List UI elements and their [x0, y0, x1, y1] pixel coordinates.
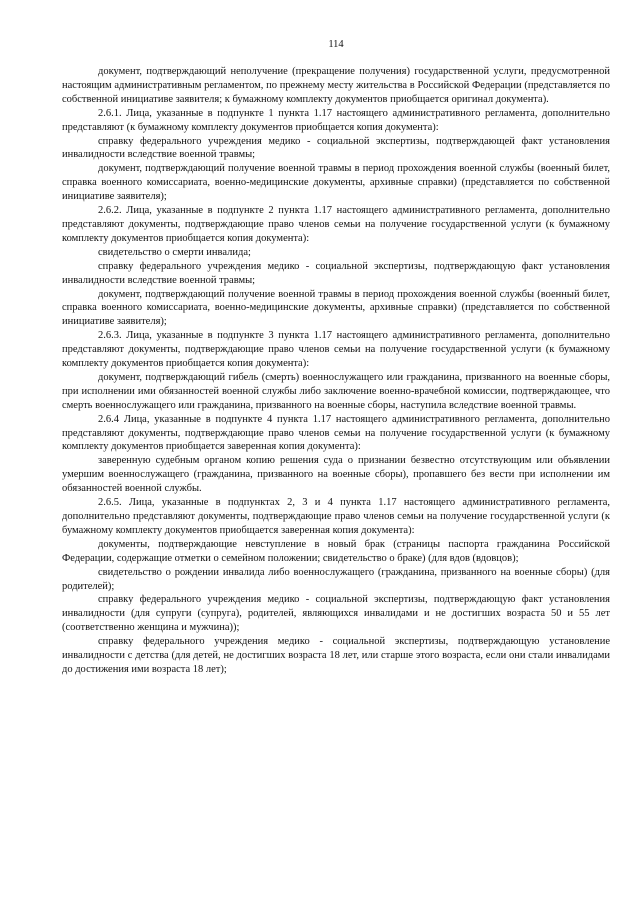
- paragraph: заверенную судебным органом копию решения суда о признании безвестно отсутствующим или объявлении умершим военнослужащего (гражданина, призванного на военные сборы), пропавшего без вести при исполнении им обязанностей военной службы.: [62, 455, 610, 495]
- paragraph: справку федерального учреждения медико - социальной экспертизы, подтверждающую установление инвалидности с детства (для детей, не достигших возраста 18 лет, или старше этого возраста, если они стали инвалидами до достижения ими возраста 18 лет);: [62, 636, 610, 675]
- paragraph: 2.6.2. Лица, указанные в подпункте 2 пункта 1.17 настоящего административного регламента, дополнительно представляют документы, подтверждающие право членов семьи на получение государственной услуги (к бумажному комплекту документов приобщается копия документа):: [62, 205, 610, 244]
- paragraph: 2.6.5. Лица, указанные в подпунктах 2, 3 и 4 пункта 1.17 настоящего административного регламента, дополнительно представляют документы, подтверждающие право членов семьи на получение государственной услуги (к бумажному комплекту документов приобщается заверенная копия документа):: [62, 497, 610, 536]
- page-number: 114: [328, 39, 344, 50]
- document-body: [62, 65, 610, 677]
- paragraph: справку федерального учреждения медико - социальной экспертизы, подтверждающей факт установления инвалидности вследствие военной травмы;: [62, 135, 610, 161]
- paragraph: документ, подтверждающий неполучение (прекращение получения) государственной услуги, предусмотренной настоящим административным регламентом, по прежнему месту жительства в Российской Федерации (представляется по собственной инициативе заявителя; к бумажному комплекту документов приобщается оригинал документа).: [62, 66, 610, 105]
- paragraph: 2.6.3. Лица, указанные в подпункте 3 пункта 1.17 настоящего административного регламента, дополнительно представляют документы, подтверждающие право членов семьи на получение государственной услуги (к бумажному комплекту документов приобщается копия документа):: [62, 330, 610, 370]
- paragraph: свидетельство о рождении инвалида либо военнослужащего (гражданина, призванного на военные сборы) (для родителей);: [62, 566, 610, 592]
- paragraph: документ, подтверждающий гибель (смерть) военнослужащего или гражданина, призванного на военные сборы, при исполнении ими обязанностей военной службы либо заключение военно-врачебной комиссии, подтверждающее, что смерть военнослужащего или гражданина, призванного на военные сборы, наступила вследствие военной травмы.: [62, 371, 610, 411]
- paragraph: 2.6.1. Лица, указанные в подпункте 1 пункта 1.17 настоящего административного регламента, дополнительно представляют (к бумажному комплекту документов приобщается копия документа):: [62, 107, 610, 133]
- paragraph: документ, подтверждающий получение военной травмы в период прохождения военной службы (военный билет, справка военного комиссариата, военно-медицинские документы, архивные справки) (представляется по собственной инициативе заявителя);: [62, 288, 610, 328]
- paragraph: документ, подтверждающий получение военной травмы в период прохождения военной службы (военный билет, справка военного комиссариата, военно-медицинские документы, архивные справки) (представляется по собственной инициативе заявителя);: [62, 163, 610, 203]
- paragraph: свидетельство о смерти инвалида;: [98, 246, 251, 258]
- document-page: [62, 38, 610, 677]
- paragraph: справку федерального учреждения медико - социальной экспертизы, подтверждающую факт установления инвалидности вследствие военной травмы;: [62, 260, 610, 286]
- paragraph: 2.6.4 Лица, указанные в подпункте 4 пункта 1.17 настоящего административного регламента, дополнительно представляют документы, подтверждающие право членов семьи на получение государственной услуги (к бумажному комплекту документов приобщается заверенная копия документа):: [62, 413, 610, 453]
- paragraph: справку федерального учреждения медико - социальной экспертизы, подтверждающую факт установления инвалидности (для супруги (супруга), родителей, являющихся инвалидами и не достигших возраста 50 и 55 лет (соответственно женщина и мужчина));: [62, 594, 610, 634]
- paragraph: документы, подтверждающие невступление в новый брак (страницы паспорта гражданина Российской Федерации, содержащие отметки о семейном положении; свидетельство о браке) (для вдов (вдовцов);: [62, 538, 610, 564]
